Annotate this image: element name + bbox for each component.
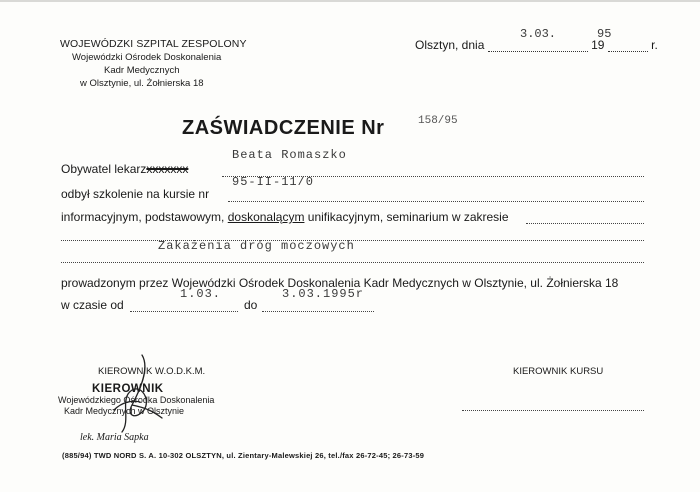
course-types-prefix: informacyjnym, podstawowym, [61,210,225,224]
printer-footer: (885/94) TWD NORD S. A. 10-302 OLSZTYN, ul. Zientary-Malewskiej 26, tel./fax 26-72-45; 26-73-59 [62,451,425,460]
organizer-text: prowadzonym przez Wojewódzki Ośrodek Doskonalenia Kadr Medycznych w Olsztynie, ul. Żołnierska 18 [61,276,619,290]
typed-date-to: 3.03.1995r [282,287,365,301]
period-from-label: w czasie od [61,298,124,312]
certificate-number: 158/95 [418,115,458,127]
course-type-selected: doskonalącym [227,210,305,224]
course-types-row [61,210,509,224]
signature-line [462,410,644,411]
dotted-line [526,223,644,224]
dotted-line [262,311,374,312]
handwritten-signature-icon [92,350,172,440]
course-types-suffix: unifikacyjnym, seminarium w zakresie [307,210,509,224]
dotted-line [61,262,644,263]
citizen-row [61,162,188,176]
typed-date-from: 1.03. [180,287,222,301]
dotted-line [130,311,238,312]
stamp-title: KIEROWNIK [92,383,164,395]
institution-line-2: Kadr Medycznych [104,65,180,76]
citizen-label: Obywatel lekarz [61,162,147,176]
institution-line-1: Wojewódzki Ośrodek Doskonalenia [72,52,222,63]
city-label: Olsztyn, dnia [415,38,485,52]
course-label: odbył szkolenie na kursie nr [61,187,210,201]
typed-course-number: 95-II-11/0 [232,175,315,189]
document-title: ZAŚWIADCZENIE Nr [182,117,385,139]
typed-day: 3.03. [520,27,557,41]
year-suffix: r. [651,38,658,52]
year-prefix: 19 [591,38,605,52]
course-director-label: KIEROWNIK KURSU [513,366,604,377]
institution-address: w Olsztynie, ul. Żołnierska 18 [80,78,204,89]
director-label: KIEROWNIK W.O.D.K.M. [98,366,206,377]
stamp-line-1: Wojewódzkiego Ośrodka Doskonalenia [58,395,215,405]
typed-name: Beata Romaszko [232,148,347,162]
period-to-label: do [244,298,258,312]
institution-name: WOJEWÓDZKI SZPITAL ZESPOLONY [60,38,247,50]
typed-topic: Zakażenia dróg moczowych [158,239,355,253]
crossed-out-text: xxxxxxx [146,162,189,176]
stamp-line-2: Kadr Medycznych w Olsztynie [64,406,185,416]
stamp-person-name: lek. Maria Sapka [80,432,149,443]
dotted-line [228,201,644,202]
scan-edge [0,0,700,2]
typed-year: 95 [597,27,612,41]
